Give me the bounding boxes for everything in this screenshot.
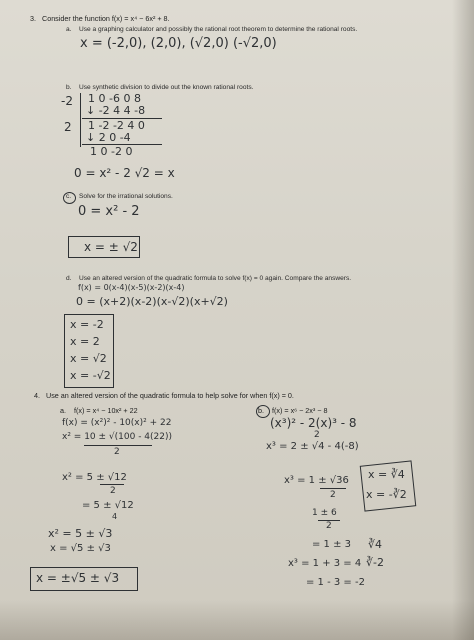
q3b-div2-divider <box>80 120 81 147</box>
q3d-answer-2: x = 2 <box>70 335 100 348</box>
q3d-work-1: f(x) = 0(x-4)(x-5)(x-2)(x-4) <box>78 283 185 292</box>
q4a-line-4: x² = 5 ± √12 <box>62 472 127 483</box>
q3a-handwritten-roots: x = (-2,0), (2,0), (√2,0) (-√2,0) <box>80 36 277 51</box>
q4b-line-6: 1 ± 6 <box>312 508 337 518</box>
q4b-answer-1: x = ∛4 <box>368 468 405 481</box>
photo-shadow-bottom <box>0 600 474 640</box>
question-4-prompt: Use an altered version of the quadratic formula to help solve for when f(x) = 0. <box>46 391 294 400</box>
q4a-line-3: 2 <box>114 447 120 457</box>
q3d-answer-1: x = -2 <box>70 318 104 331</box>
q3d-prompt: Use an altered version of the quadratic formula to solve f(x) = 0 again. Compare the answers. <box>79 275 352 282</box>
q4b-line-9: x³ = 1 + 3 = 4 <box>288 558 362 569</box>
q3d-label: d. <box>66 275 72 282</box>
q4b-fraction-bar-1 <box>320 488 346 489</box>
q3b-div1-divider <box>80 93 81 120</box>
q3b-div1-row3: 1 -2 -2 4 0 <box>88 119 145 132</box>
q3b-result: 0 = x² - 2 √2 = x <box>74 166 175 180</box>
q3b-div1-row1: 1 0 -6 0 8 <box>88 92 141 105</box>
q3c-work: 0 = x² - 2 <box>78 204 140 219</box>
q4b-function: f(x) = x⁶ − 2x³ − 8 <box>272 406 328 415</box>
q4b-line-10: = 1 - 3 = -2 <box>306 577 365 588</box>
q4b-side-note-1: ∛4 <box>368 538 383 551</box>
q4b-line-2: 2 <box>314 430 320 440</box>
q3b-label: b. <box>66 84 72 91</box>
q4a-line-5: 2 <box>110 486 116 496</box>
q4b-line-3: x³ = 2 ± √4 - 4(-8) <box>266 441 359 452</box>
q3c-answer: x = ± √2 <box>84 240 138 254</box>
q4b-line-5: 2 <box>330 490 336 500</box>
q3c-label: c. <box>66 193 72 200</box>
q4b-answer-2: x = -∛2 <box>366 488 407 501</box>
q4a-line-9: x = √5 ± √3 <box>50 543 111 554</box>
q4a-line-1: f(x) = (x²)² - 10(x)² + 22 <box>62 418 172 428</box>
q3b-div2-row3: 1 0 -2 0 <box>90 145 133 158</box>
q3c-prompt: Solve for the irrational solutions. <box>79 193 173 200</box>
q3b-div1-row2: ↓ -2 4 4 -8 <box>86 104 146 117</box>
q3a-prompt: Use a graphing calculator and possibly the rational root theorem to determine the rational roots. <box>79 26 358 33</box>
question-3-prompt: Consider the function f(x) = x⁴ − 6x² + 8. <box>42 14 170 23</box>
question-3-number: 3. <box>30 14 36 23</box>
photo-shadow-right <box>452 0 474 640</box>
q3b-prompt: Use synthetic division to divide out the known rational roots. <box>79 84 254 91</box>
q3d-answer-3: x = √2 <box>70 352 107 365</box>
q4b-label: b. <box>258 406 264 415</box>
q3d-work-2: 0 = (x+2)(x-2)(x-√2)(x+√2) <box>76 295 228 308</box>
q3b-div2-root: 2 <box>64 120 72 134</box>
q3d-answer-4: x = -√2 <box>70 369 111 382</box>
q4a-fraction-bar-1 <box>84 445 152 446</box>
q3a-label: a. <box>66 26 72 33</box>
q4b-side-note-2: ∛-2 <box>366 556 384 569</box>
q4a-line-8: x² = 5 ± √3 <box>48 527 113 540</box>
q3b-div1-root: -2 <box>61 94 73 108</box>
q4b-line-4: x³ = 1 ± √36 <box>284 475 349 486</box>
q4b-line-1: (x³)² - 2(x)³ - 8 <box>270 416 357 430</box>
q4a-line-6: = 5 ± √12 <box>82 500 134 511</box>
q4a-answer: x = ±√5 ± √3 <box>36 571 120 585</box>
q4b-line-7: 2 <box>326 521 332 531</box>
q4a-label: a. <box>60 406 66 415</box>
q3b-div2-row2: ↓ 2 0 -4 <box>86 131 131 144</box>
q4b-line-8: = 1 ± 3 <box>312 539 352 550</box>
question-4-number: 4. <box>34 391 40 400</box>
q4a-line-2: x² = 10 ± √(100 - 4(22)) <box>62 432 173 442</box>
q4a-fraction-bar-2 <box>100 484 124 485</box>
q4a-line-7: 4 <box>112 512 118 521</box>
q4a-function: f(x) = x⁴ − 10x² + 22 <box>74 406 138 415</box>
